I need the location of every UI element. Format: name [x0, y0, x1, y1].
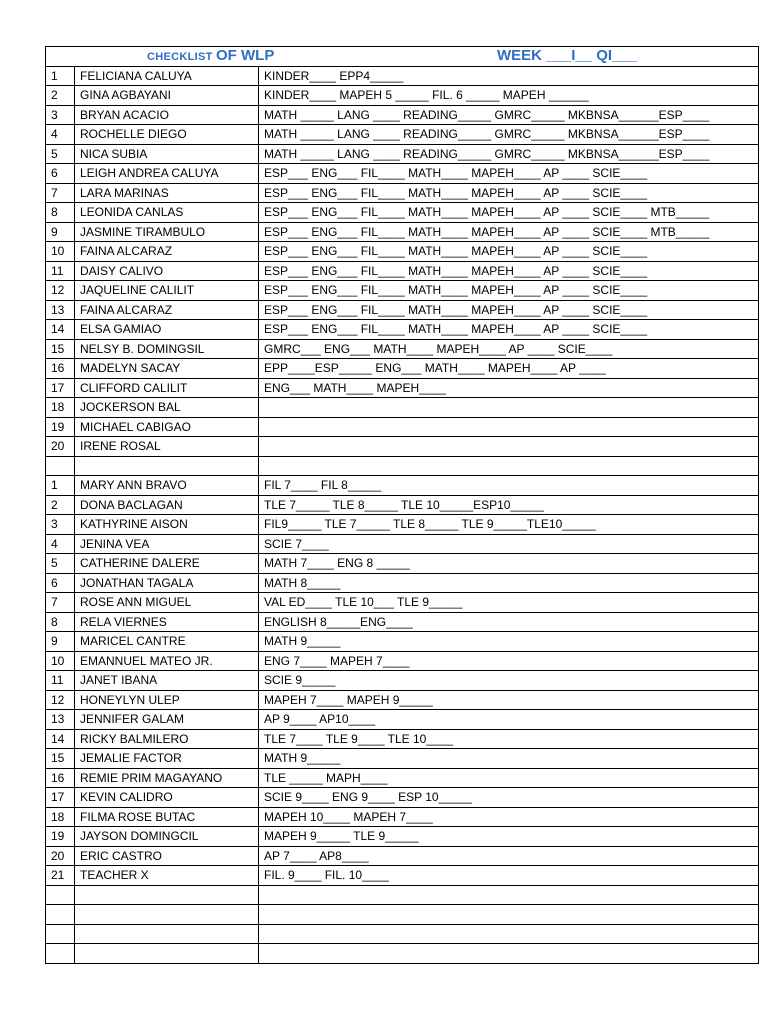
- subject-checklist: MATH _____ LANG ____ READING_____ GMRC_____ MKBNSA______ESP____: [259, 105, 759, 125]
- table-row: [46, 632, 759, 652]
- teacher-number: 18: [46, 807, 75, 827]
- teacher-number: 4: [46, 125, 75, 145]
- teacher-number: 9: [46, 222, 75, 242]
- subject-checklist: MATH 7____ ENG 8 _____: [259, 554, 759, 574]
- teacher-name: [75, 905, 259, 925]
- table-row: [46, 378, 759, 398]
- title-row: [46, 47, 759, 67]
- teacher-name: JAYSON DOMINGCIL: [75, 827, 259, 847]
- title-cell: [46, 47, 759, 67]
- of-wlp-label: OF WLP: [216, 47, 275, 64]
- subject-checklist: VAL ED____ TLE 10___ TLE 9_____: [259, 593, 759, 613]
- teacher-number: 17: [46, 788, 75, 808]
- teacher-number: 9: [46, 632, 75, 652]
- table-row: [46, 866, 759, 886]
- teacher-name: TEACHER X: [75, 866, 259, 886]
- teacher-number: 2: [46, 86, 75, 106]
- blank-row: [46, 905, 759, 925]
- teacher-name: JONATHAN TAGALA: [75, 573, 259, 593]
- subject-checklist: EPP____ESP_____ ENG___ MATH____ MAPEH____ AP ____: [259, 359, 759, 379]
- subject-checklist: MATH 9_____: [259, 632, 759, 652]
- teacher-name: RICKY BALMILERO: [75, 729, 259, 749]
- subject-checklist: MATH 9_____: [259, 749, 759, 769]
- table-row: [46, 671, 759, 691]
- subject-checklist: FIL9_____ TLE 7_____ TLE 8_____ TLE 9_____TLE10_____: [259, 515, 759, 535]
- subject-checklist: ESP___ ENG___ FIL____ MATH____ MAPEH____ AP ____ SCIE____: [259, 183, 759, 203]
- subject-checklist: [259, 437, 759, 457]
- teacher-number: 14: [46, 729, 75, 749]
- teacher-number: 20: [46, 846, 75, 866]
- teacher-number: 15: [46, 749, 75, 769]
- teacher-number: 1: [46, 66, 75, 86]
- teacher-name: ERIC CASTRO: [75, 846, 259, 866]
- subject-checklist: ESP___ ENG___ FIL____ MATH____ MAPEH____ AP ____ SCIE____ MTB_____: [259, 222, 759, 242]
- teacher-name: LARA MARINAS: [75, 183, 259, 203]
- teacher-name: JOCKERSON BAL: [75, 398, 259, 418]
- table-row: [46, 66, 759, 86]
- teacher-number: 20: [46, 437, 75, 457]
- subject-checklist: ESP___ ENG___ FIL____ MATH____ MAPEH____ AP ____ SCIE____: [259, 242, 759, 262]
- subject-checklist: ESP___ ENG___ FIL____ MATH____ MAPEH____ AP ____ SCIE____: [259, 300, 759, 320]
- teacher-number: 7: [46, 183, 75, 203]
- teacher-number: 6: [46, 164, 75, 184]
- subject-checklist: [259, 398, 759, 418]
- table-row: [46, 183, 759, 203]
- teacher-number: [46, 944, 75, 964]
- checklist-body: [46, 47, 759, 964]
- teacher-name: LEONIDA CANLAS: [75, 203, 259, 223]
- subject-checklist: ESP___ ENG___ FIL____ MATH____ MAPEH____ AP ____ SCIE____: [259, 164, 759, 184]
- teacher-name: CLIFFORD CALILIT: [75, 378, 259, 398]
- subject-checklist: [259, 944, 759, 964]
- teacher-number: 4: [46, 534, 75, 554]
- table-row: [46, 300, 759, 320]
- table-row: [46, 242, 759, 262]
- teacher-name: GINA AGBAYANI: [75, 86, 259, 106]
- subject-checklist: [259, 924, 759, 944]
- teacher-name: LEIGH ANDREA CALUYA: [75, 164, 259, 184]
- teacher-number: 3: [46, 515, 75, 535]
- teacher-name: MARICEL CANTRE: [75, 632, 259, 652]
- teacher-number: 13: [46, 710, 75, 730]
- teacher-number: 10: [46, 242, 75, 262]
- teacher-number: 2: [46, 495, 75, 515]
- teacher-number: 5: [46, 554, 75, 574]
- teacher-number: 6: [46, 573, 75, 593]
- teacher-name: CATHERINE DALERE: [75, 554, 259, 574]
- subject-checklist: SCIE 7____: [259, 534, 759, 554]
- table-row: [46, 651, 759, 671]
- teacher-number: 8: [46, 203, 75, 223]
- blank-row: [46, 924, 759, 944]
- subject-checklist: KINDER____ MAPEH 5 _____ FIL. 6 _____ MAPEH ______: [259, 86, 759, 106]
- teacher-name: FAINA ALCARAZ: [75, 300, 259, 320]
- teacher-name: FELICIANA CALUYA: [75, 66, 259, 86]
- table-row: [46, 788, 759, 808]
- table-row: [46, 105, 759, 125]
- teacher-name: JEMALIE FACTOR: [75, 749, 259, 769]
- subject-checklist: MATH _____ LANG ____ READING_____ GMRC_____ MKBNSA______ESP____: [259, 125, 759, 145]
- table-row: [46, 690, 759, 710]
- teacher-name: FAINA ALCARAZ: [75, 242, 259, 262]
- teacher-number: [46, 905, 75, 925]
- table-row: [46, 476, 759, 496]
- subject-checklist: ENG___ MATH____ MAPEH____: [259, 378, 759, 398]
- teacher-name: [75, 885, 259, 905]
- teacher-number: [46, 885, 75, 905]
- teacher-number: 10: [46, 651, 75, 671]
- teacher-name: EMANNUEL MATEO JR.: [75, 651, 259, 671]
- teacher-number: 18: [46, 398, 75, 418]
- teacher-name: RELA VIERNES: [75, 612, 259, 632]
- teacher-name: ROSE ANN MIGUEL: [75, 593, 259, 613]
- table-row: [46, 417, 759, 437]
- subject-checklist: [259, 905, 759, 925]
- blank-row: [46, 944, 759, 964]
- table-row: [46, 398, 759, 418]
- table-row: [46, 534, 759, 554]
- week-label: WEEK ___I__ QI___: [497, 47, 638, 64]
- table-row: [46, 573, 759, 593]
- subject-checklist: AP 7____ AP8____: [259, 846, 759, 866]
- subject-checklist: ESP___ ENG___ FIL____ MATH____ MAPEH____ AP ____ SCIE____: [259, 261, 759, 281]
- subject-checklist: ENGLISH 8_____ENG____: [259, 612, 759, 632]
- subject-checklist: SCIE 9_____: [259, 671, 759, 691]
- subject-checklist: KINDER____ EPP4_____: [259, 66, 759, 86]
- subject-checklist: FIL. 9____ FIL. 10____: [259, 866, 759, 886]
- table-row: [46, 495, 759, 515]
- table-row: [46, 281, 759, 301]
- teacher-number: 12: [46, 281, 75, 301]
- teacher-name: [75, 924, 259, 944]
- teacher-name: KEVIN CALIDRO: [75, 788, 259, 808]
- wlp-checklist-table: [45, 46, 759, 964]
- table-row: [46, 515, 759, 535]
- teacher-name: [75, 944, 259, 964]
- teacher-number: 15: [46, 339, 75, 359]
- table-row: [46, 203, 759, 223]
- subject-checklist: [259, 456, 759, 476]
- subject-checklist: SCIE 9____ ENG 9____ ESP 10_____: [259, 788, 759, 808]
- table-row: [46, 710, 759, 730]
- table-row: [46, 339, 759, 359]
- checklist-title: [147, 47, 274, 66]
- teacher-name: JAQUELINE CALILIT: [75, 281, 259, 301]
- teacher-name: BRYAN ACACIO: [75, 105, 259, 125]
- teacher-number: 1: [46, 476, 75, 496]
- teacher-name: IRENE ROSAL: [75, 437, 259, 457]
- subject-checklist: TLE 7_____ TLE 8_____ TLE 10_____ESP10_____: [259, 495, 759, 515]
- table-row: [46, 768, 759, 788]
- teacher-name: NICA SUBIA: [75, 144, 259, 164]
- table-row: [46, 554, 759, 574]
- teacher-name: [75, 456, 259, 476]
- teacher-name: DAISY CALIVO: [75, 261, 259, 281]
- table-row: [46, 359, 759, 379]
- subject-checklist: MATH 8_____: [259, 573, 759, 593]
- table-row: [46, 593, 759, 613]
- subject-checklist: TLE 7____ TLE 9____ TLE 10____: [259, 729, 759, 749]
- teacher-name: REMIE PRIM MAGAYANO: [75, 768, 259, 788]
- teacher-name: MICHAEL CABIGAO: [75, 417, 259, 437]
- teacher-name: DONA BACLAGAN: [75, 495, 259, 515]
- teacher-number: 7: [46, 593, 75, 613]
- teacher-number: 14: [46, 320, 75, 340]
- teacher-number: 5: [46, 144, 75, 164]
- subject-checklist: ESP___ ENG___ FIL____ MATH____ MAPEH____ AP ____ SCIE____: [259, 281, 759, 301]
- subject-checklist: ESP___ ENG___ FIL____ MATH____ MAPEH____ AP ____ SCIE____ MTB_____: [259, 203, 759, 223]
- table-row: [46, 222, 759, 242]
- table-row: [46, 261, 759, 281]
- teacher-number: 16: [46, 359, 75, 379]
- teacher-number: 16: [46, 768, 75, 788]
- teacher-number: 11: [46, 671, 75, 691]
- teacher-name: ROCHELLE DIEGO: [75, 125, 259, 145]
- checklist-label: CHECKLIST: [147, 51, 213, 63]
- separator-row: [46, 456, 759, 476]
- teacher-name: NELSY B. DOMINGSIL: [75, 339, 259, 359]
- subject-checklist: GMRC___ ENG___ MATH____ MAPEH____ AP ____ SCIE____: [259, 339, 759, 359]
- teacher-name: JANET IBANA: [75, 671, 259, 691]
- teacher-name: ELSA GAMIAO: [75, 320, 259, 340]
- subject-checklist: MAPEH 10____ MAPEH 7____: [259, 807, 759, 827]
- subject-checklist: [259, 417, 759, 437]
- teacher-number: 13: [46, 300, 75, 320]
- table-row: [46, 612, 759, 632]
- table-row: [46, 437, 759, 457]
- teacher-name: HONEYLYN ULEP: [75, 690, 259, 710]
- table-row: [46, 164, 759, 184]
- table-row: [46, 125, 759, 145]
- subject-checklist: MAPEH 9_____ TLE 9_____: [259, 827, 759, 847]
- teacher-number: [46, 456, 75, 476]
- table-row: [46, 846, 759, 866]
- subject-checklist: MAPEH 7____ MAPEH 9_____: [259, 690, 759, 710]
- subject-checklist: TLE _____ MAPH____: [259, 768, 759, 788]
- subject-checklist: ENG 7____ MAPEH 7____: [259, 651, 759, 671]
- table-row: [46, 320, 759, 340]
- subject-checklist: AP 9____ AP10____: [259, 710, 759, 730]
- table-row: [46, 144, 759, 164]
- teacher-number: 19: [46, 417, 75, 437]
- subject-checklist: [259, 885, 759, 905]
- teacher-number: 11: [46, 261, 75, 281]
- table-row: [46, 807, 759, 827]
- table-row: [46, 729, 759, 749]
- teacher-number: [46, 924, 75, 944]
- subject-checklist: FIL 7____ FIL 8_____: [259, 476, 759, 496]
- table-row: [46, 86, 759, 106]
- teacher-number: 21: [46, 866, 75, 886]
- teacher-name: MADELYN SACAY: [75, 359, 259, 379]
- subject-checklist: ESP___ ENG___ FIL____ MATH____ MAPEH____ AP ____ SCIE____: [259, 320, 759, 340]
- teacher-number: 12: [46, 690, 75, 710]
- teacher-number: 8: [46, 612, 75, 632]
- teacher-number: 19: [46, 827, 75, 847]
- blank-row: [46, 885, 759, 905]
- teacher-name: KATHYRINE AISON: [75, 515, 259, 535]
- teacher-name: JASMINE TIRAMBULO: [75, 222, 259, 242]
- subject-checklist: MATH _____ LANG ____ READING_____ GMRC_____ MKBNSA______ESP____: [259, 144, 759, 164]
- teacher-number: 3: [46, 105, 75, 125]
- teacher-name: JENINA VEA: [75, 534, 259, 554]
- teacher-number: 17: [46, 378, 75, 398]
- teacher-name: MARY ANN BRAVO: [75, 476, 259, 496]
- table-row: [46, 827, 759, 847]
- teacher-name: JENNIFER GALAM: [75, 710, 259, 730]
- table-row: [46, 749, 759, 769]
- teacher-name: FILMA ROSE BUTAC: [75, 807, 259, 827]
